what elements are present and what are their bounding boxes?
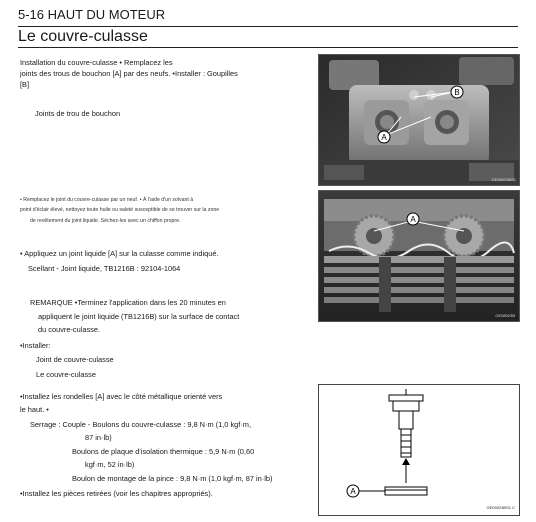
svg-text:GE09023BS1 C: GE09023BS1 C bbox=[486, 505, 515, 510]
section-header: 5-16 HAUT DU MOTEUR bbox=[18, 7, 166, 22]
torque-line5: Boulon de montage de la pince : 9,8 N·m (1,0 kgf·m, 87 in·lb) bbox=[72, 474, 273, 483]
svg-text:GE08023B: GE08023B bbox=[495, 313, 515, 318]
install-item-gasket: Joint de couvre-culasse bbox=[36, 355, 114, 364]
install-label: •Installer: bbox=[20, 341, 51, 350]
install-text-line3: [B] bbox=[20, 80, 30, 89]
washers-line1: •Installez les rondelles [A] avec le côté métallique orienté vers bbox=[20, 392, 223, 401]
torque-line4: kgf·m, 52 in·lb) bbox=[85, 460, 135, 469]
replace-gasket-line1: • Remplacez le joint du couvre-culasse par un neuf. • À l'aide d'un solvant à bbox=[20, 197, 194, 203]
svg-text:A: A bbox=[350, 487, 356, 496]
replace-gasket-line3: de revêtement du joint liquide. Séchez-les avec un chiffon propre. bbox=[30, 218, 181, 224]
cylinder-head-photo-1-image bbox=[319, 55, 519, 185]
install-text-line1: Installation du couvre-culasse • Remplacez les bbox=[20, 58, 173, 67]
title-rule bbox=[18, 47, 518, 48]
svg-text:GE08023BS1: GE08023BS1 bbox=[491, 177, 516, 182]
cylinder-head-photo-2-image bbox=[319, 191, 519, 321]
sealant-reference: Scellant - Joint liquide, TB1216B : 92104-1064 bbox=[28, 264, 181, 273]
replace-gasket-line2: point d'éclair élevé, nettoyez toute huile ou saleté susceptible de se trouver sur la zone bbox=[20, 207, 220, 213]
torque-line3: Boulons de plaque d'isolation thermique : 5,9 N·m (0,60 bbox=[72, 447, 255, 456]
svg-text:B: B bbox=[454, 88, 460, 97]
remark-line3: du couvre-culasse. bbox=[38, 325, 101, 334]
remark-line1: REMARQUE •Terminez l'application dans les 20 minutes en bbox=[30, 298, 226, 307]
header-rule bbox=[18, 26, 518, 27]
torque-line2: 87 in·lb) bbox=[85, 433, 112, 442]
svg-text:A: A bbox=[381, 133, 387, 142]
reinstall-text: •Installez les pièces retirées (voir les chapitres appropriés). bbox=[20, 489, 213, 498]
washer-diagram bbox=[318, 384, 520, 516]
page-title: Le couvre-culasse bbox=[18, 28, 148, 45]
install-item-cover: Le couvre-culasse bbox=[36, 370, 96, 379]
plug-joints-label: Joints de trou de bouchon bbox=[35, 109, 121, 118]
washers-line2: le haut. • bbox=[20, 405, 49, 414]
washer-diagram-drawing bbox=[319, 385, 519, 515]
svg-text:A: A bbox=[410, 215, 416, 224]
install-text-line2: joints des trous de bouchon [A] par des neufs. •Installer : Goupilles bbox=[20, 69, 238, 78]
remark-line2: appliquent le joint liquide (TB1216B) sur la surface de contact bbox=[38, 312, 240, 321]
cylinder-head-photo-2 bbox=[318, 190, 520, 322]
cylinder-head-photo-1 bbox=[318, 54, 520, 186]
apply-sealant-text: • Appliquez un joint liquide [A] sur la culasse comme indiqué. bbox=[20, 249, 219, 258]
torque-line1: Serrage : Couple - Boulons du couvre-culasse : 9,8 N·m (1,0 kgf·m, bbox=[30, 420, 251, 429]
